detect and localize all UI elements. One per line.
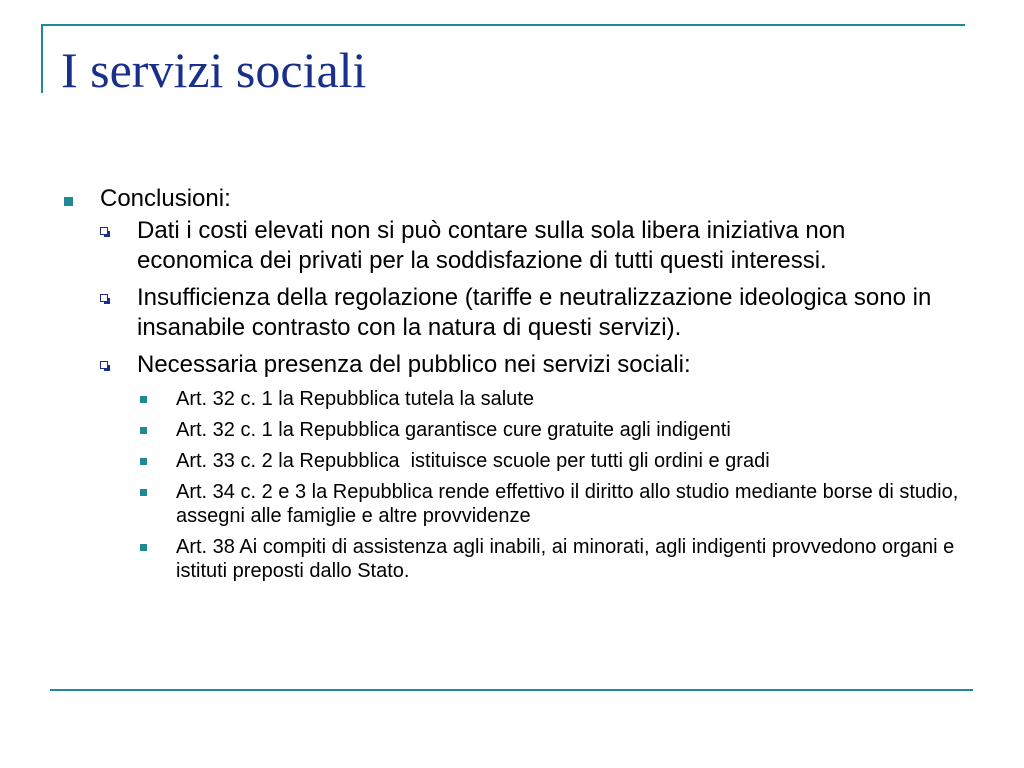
- square-bullet-icon: [140, 458, 147, 465]
- article-text: Art. 38 Ai compiti di assistenza agli inabili, ai minorati, agli indigenti provvedono organi e istituti preposti dallo Stato.: [176, 536, 955, 582]
- bullet-level1: [60, 184, 960, 214]
- article-text: Art. 33 c. 2 la Repubblica istituisce scuole per tutti gli ordini e gradi: [176, 450, 770, 472]
- bullet-level3: [60, 449, 960, 473]
- square-bullet-icon: [140, 489, 147, 496]
- left-divider-line: [41, 24, 43, 93]
- article-text: Art. 34 c. 2 e 3 la Repubblica rende effettivo il diritto allo studio mediante borse di studio, assegni alle famiglie e altre provvidenze: [176, 481, 959, 527]
- article-text: Art. 32 c. 1 la Repubblica garantisce cure gratuite agli indigenti: [176, 419, 731, 441]
- square-bullet-icon: [64, 197, 73, 206]
- point-text: Dati i costi elevati non si può contare sulla sola libera iniziativa non economica dei privati per la soddisfazione di tutti questi interessi.: [137, 217, 846, 274]
- article-text: Art. 32 c. 1 la Repubblica tutela la salute: [176, 388, 534, 410]
- slide-title: I servizi sociali: [61, 42, 367, 98]
- bullet-level2: [60, 216, 960, 276]
- bullet-level2: [60, 350, 960, 380]
- hollow-square-bullet-icon: [100, 361, 108, 369]
- heading-text: Conclusioni:: [100, 185, 231, 212]
- top-divider-line: [41, 24, 965, 26]
- hollow-square-bullet-icon: [100, 294, 108, 302]
- square-bullet-icon: [140, 427, 147, 434]
- point-text: Necessaria presenza del pubblico nei servizi sociali:: [137, 351, 691, 378]
- bullet-level3: [60, 535, 960, 583]
- slide-body: [60, 184, 960, 590]
- bullet-level3: [60, 418, 960, 442]
- bullet-level2: [60, 283, 960, 343]
- square-bullet-icon: [140, 544, 147, 551]
- bottom-divider-line: [50, 689, 973, 691]
- bullet-level3: [60, 480, 960, 528]
- bullet-level3: [60, 387, 960, 411]
- square-bullet-icon: [140, 396, 147, 403]
- point-text: Insufficienza della regolazione (tariffe e neutralizzazione ideologica sono in insanabile contrasto con la natura di questi servizi).: [137, 284, 932, 341]
- hollow-square-bullet-icon: [100, 227, 108, 235]
